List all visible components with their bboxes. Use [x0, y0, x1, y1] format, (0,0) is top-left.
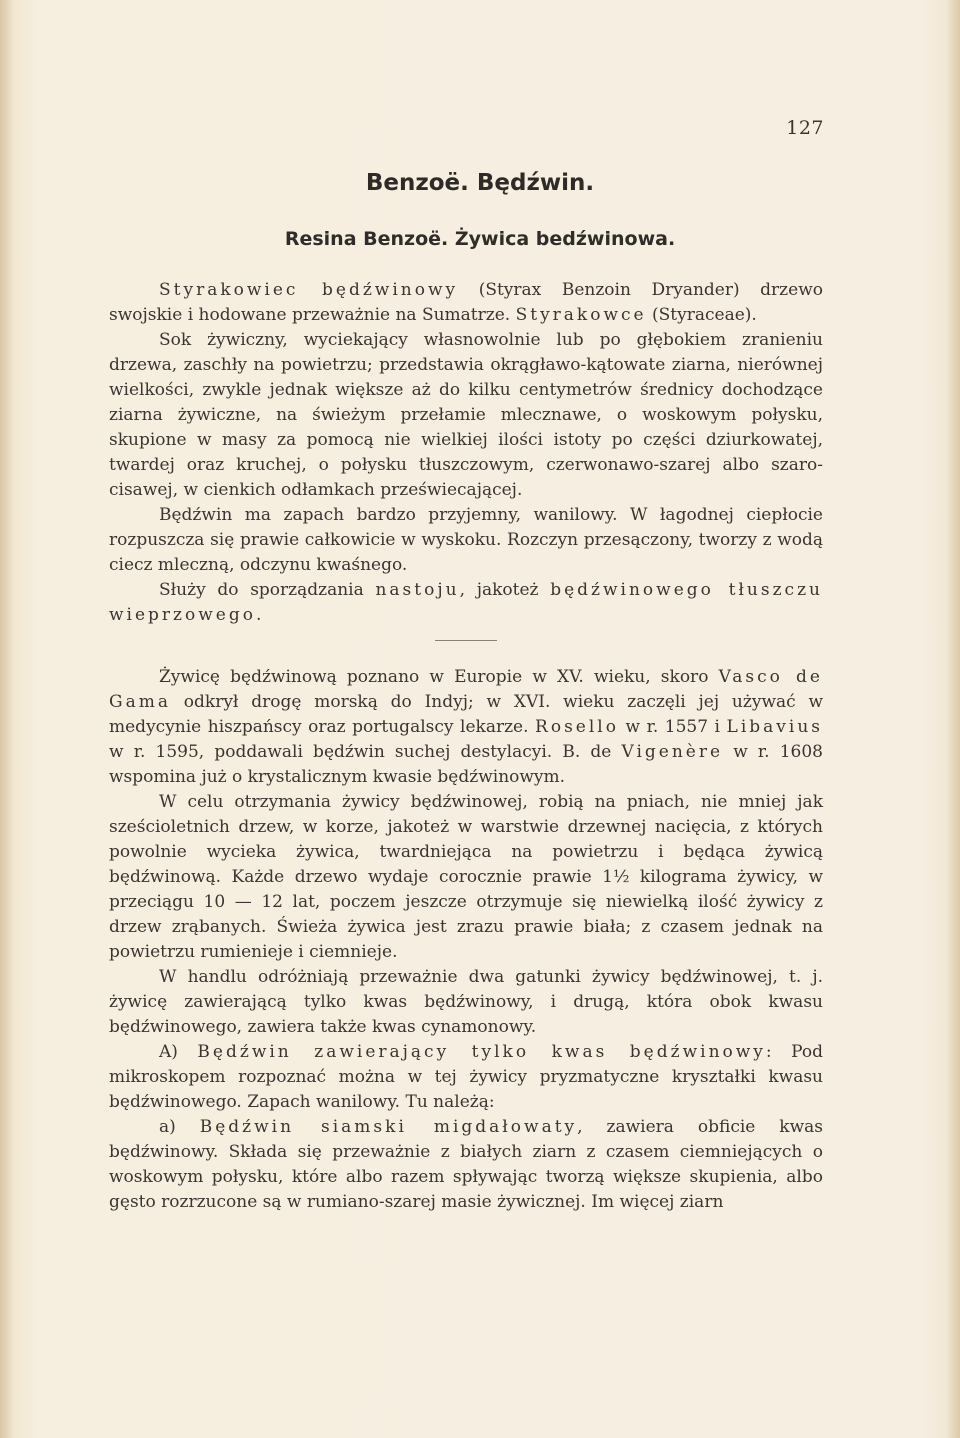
spaced-term: Rosello [535, 717, 619, 737]
spaced-term: Vasco de Gama [109, 667, 823, 712]
text-run: Służy do sporządzania [159, 580, 376, 600]
paragraph: Sok żywiczny, wyciekający własnowolnie lub po głębokiem zranieniu drzewa, zaschły na powietrzu; przedstawia okrągławo-kątowate ziarna, nierównej wielkości, zwykle jednak większe aż do kilku centymetrów średnicy dochodzące ziarna żywiczne, na świeżym przełamie mlecznawe, o woskowym połysku, skupione w masy za pomocą nie wielkiej ilości istoty po części dziurkowatej, twardej oraz kruchej, o połysku tłuszczowym, czerwonawo-szarej albo szaro-cisawej, w cienkich odłamkach przeświecającej. [109, 330, 823, 500]
page-title: Benzoë. Będźwin. [365, 170, 595, 196]
section-divider [435, 640, 497, 641]
paragraph [109, 1040, 823, 1115]
spaced-term: będźwinowego tłuszczu wieprzowego [109, 580, 823, 625]
text-run: w r. 1608 wspomina już o krystalicznym kwasie będźwinowym. [109, 742, 823, 787]
text-run: , zawiera obficie kwas będźwinowy. Składa się przeważnie z białych ziarn z czasem ciemniejących o woskowym połysku, które albo razem spływając tworzą większe skupienia, albo gęsto rozrzucone są w rumiano-szarej masie żywicznej. Im więcej ziarn [109, 1117, 823, 1212]
page-subtitle: Resina Benzoë. Żywica bedźwinowa. [284, 228, 676, 250]
page-edge-left [0, 0, 14, 1438]
spaced-term: Vigenère [621, 742, 724, 762]
paragraph [109, 578, 823, 628]
page-number: 127 [786, 117, 824, 139]
text-run: Żywicę będźwinową poznano w Europie w XV. wieku, skoro [159, 667, 719, 687]
text-run: : Pod mikroskopem rozpoznać można w tej żywicy pryzmatyczne kryształki kwasu będźwinowego. Zapach wanilowy. Tu należą: [109, 1042, 823, 1112]
spaced-term: Libavius [726, 717, 823, 737]
paragraph: W handlu odróżniają przeważnie dwa gatunki żywicy będźwinowej, t. j. żywicę zawierającą tylko kwas będźwinowy, i drugą, która obok kwasu będźwinowego, zawiera także kwas cynamonowy. [109, 967, 823, 1037]
page-edge-right [946, 0, 960, 1438]
paragraph [109, 1115, 823, 1215]
text-run: (Styraceae). [646, 305, 757, 325]
body-text [109, 278, 823, 1215]
spaced-term: Będźwin siamski migdałowaty [199, 1117, 578, 1137]
paragraph: Będźwin ma zapach bardzo przyjemny, wanilowy. W łagodnej ciepłocie rozpuszcza się prawie całkowicie w wyskoku. Rozczyn przesączony, tworzy z wodą ciecz mleczną, odczynu kwaśnego. [109, 505, 823, 575]
text-run: A) [159, 1042, 198, 1062]
text-run: a) [159, 1117, 200, 1137]
text-run: (Styrax Benzoin Dryander) drzewo swojskie i hodowane przeważnie na Sumatrze. [109, 280, 823, 325]
paragraph: W celu otrzymania żywicy będźwinowej, robią na pniach, nie mniej jak sześcioletnich drzew, w korze, jakoteż w warstwie drzewnej nacięcia, z których powolnie wycieka żywica, twardniejąca na powietrzu i będąca żywicą będźwinową. Każde drzewo wydaje corocznie prawie 1½ kilograma żywicy, w przeciągu 10 — 12 lat, poczem jeszcze otrzymuje się niewielką ilość żywicy z drzew zrąbanych. Świeża żywica jest zrazu prawie biała; z czasem jednak na powietrzu rumienieje i ciemnieje. [109, 792, 823, 962]
text-run: , jakoteż [459, 580, 551, 600]
paragraph [109, 665, 823, 790]
spaced-term: nastoju [375, 580, 460, 600]
paragraph [109, 278, 823, 328]
text-run: odkrył drogę morską do Indyj; w XVI. wieku zaczęli jej używać w medycynie hiszpańscy oraz portugalscy lekarze. [109, 692, 823, 737]
spaced-term: Będźwin zawierający tylko kwas będźwinowy [197, 1042, 766, 1062]
text-run: w r. 1595, poddawali będźwin suchej destylacyi. B. de [109, 742, 622, 762]
text-run: w r. 1557 i [618, 717, 727, 737]
spaced-term: Styrakowce [515, 305, 647, 325]
text-run: . [255, 605, 262, 625]
spaced-term: Styrakowiec będźwinowy [159, 280, 459, 300]
